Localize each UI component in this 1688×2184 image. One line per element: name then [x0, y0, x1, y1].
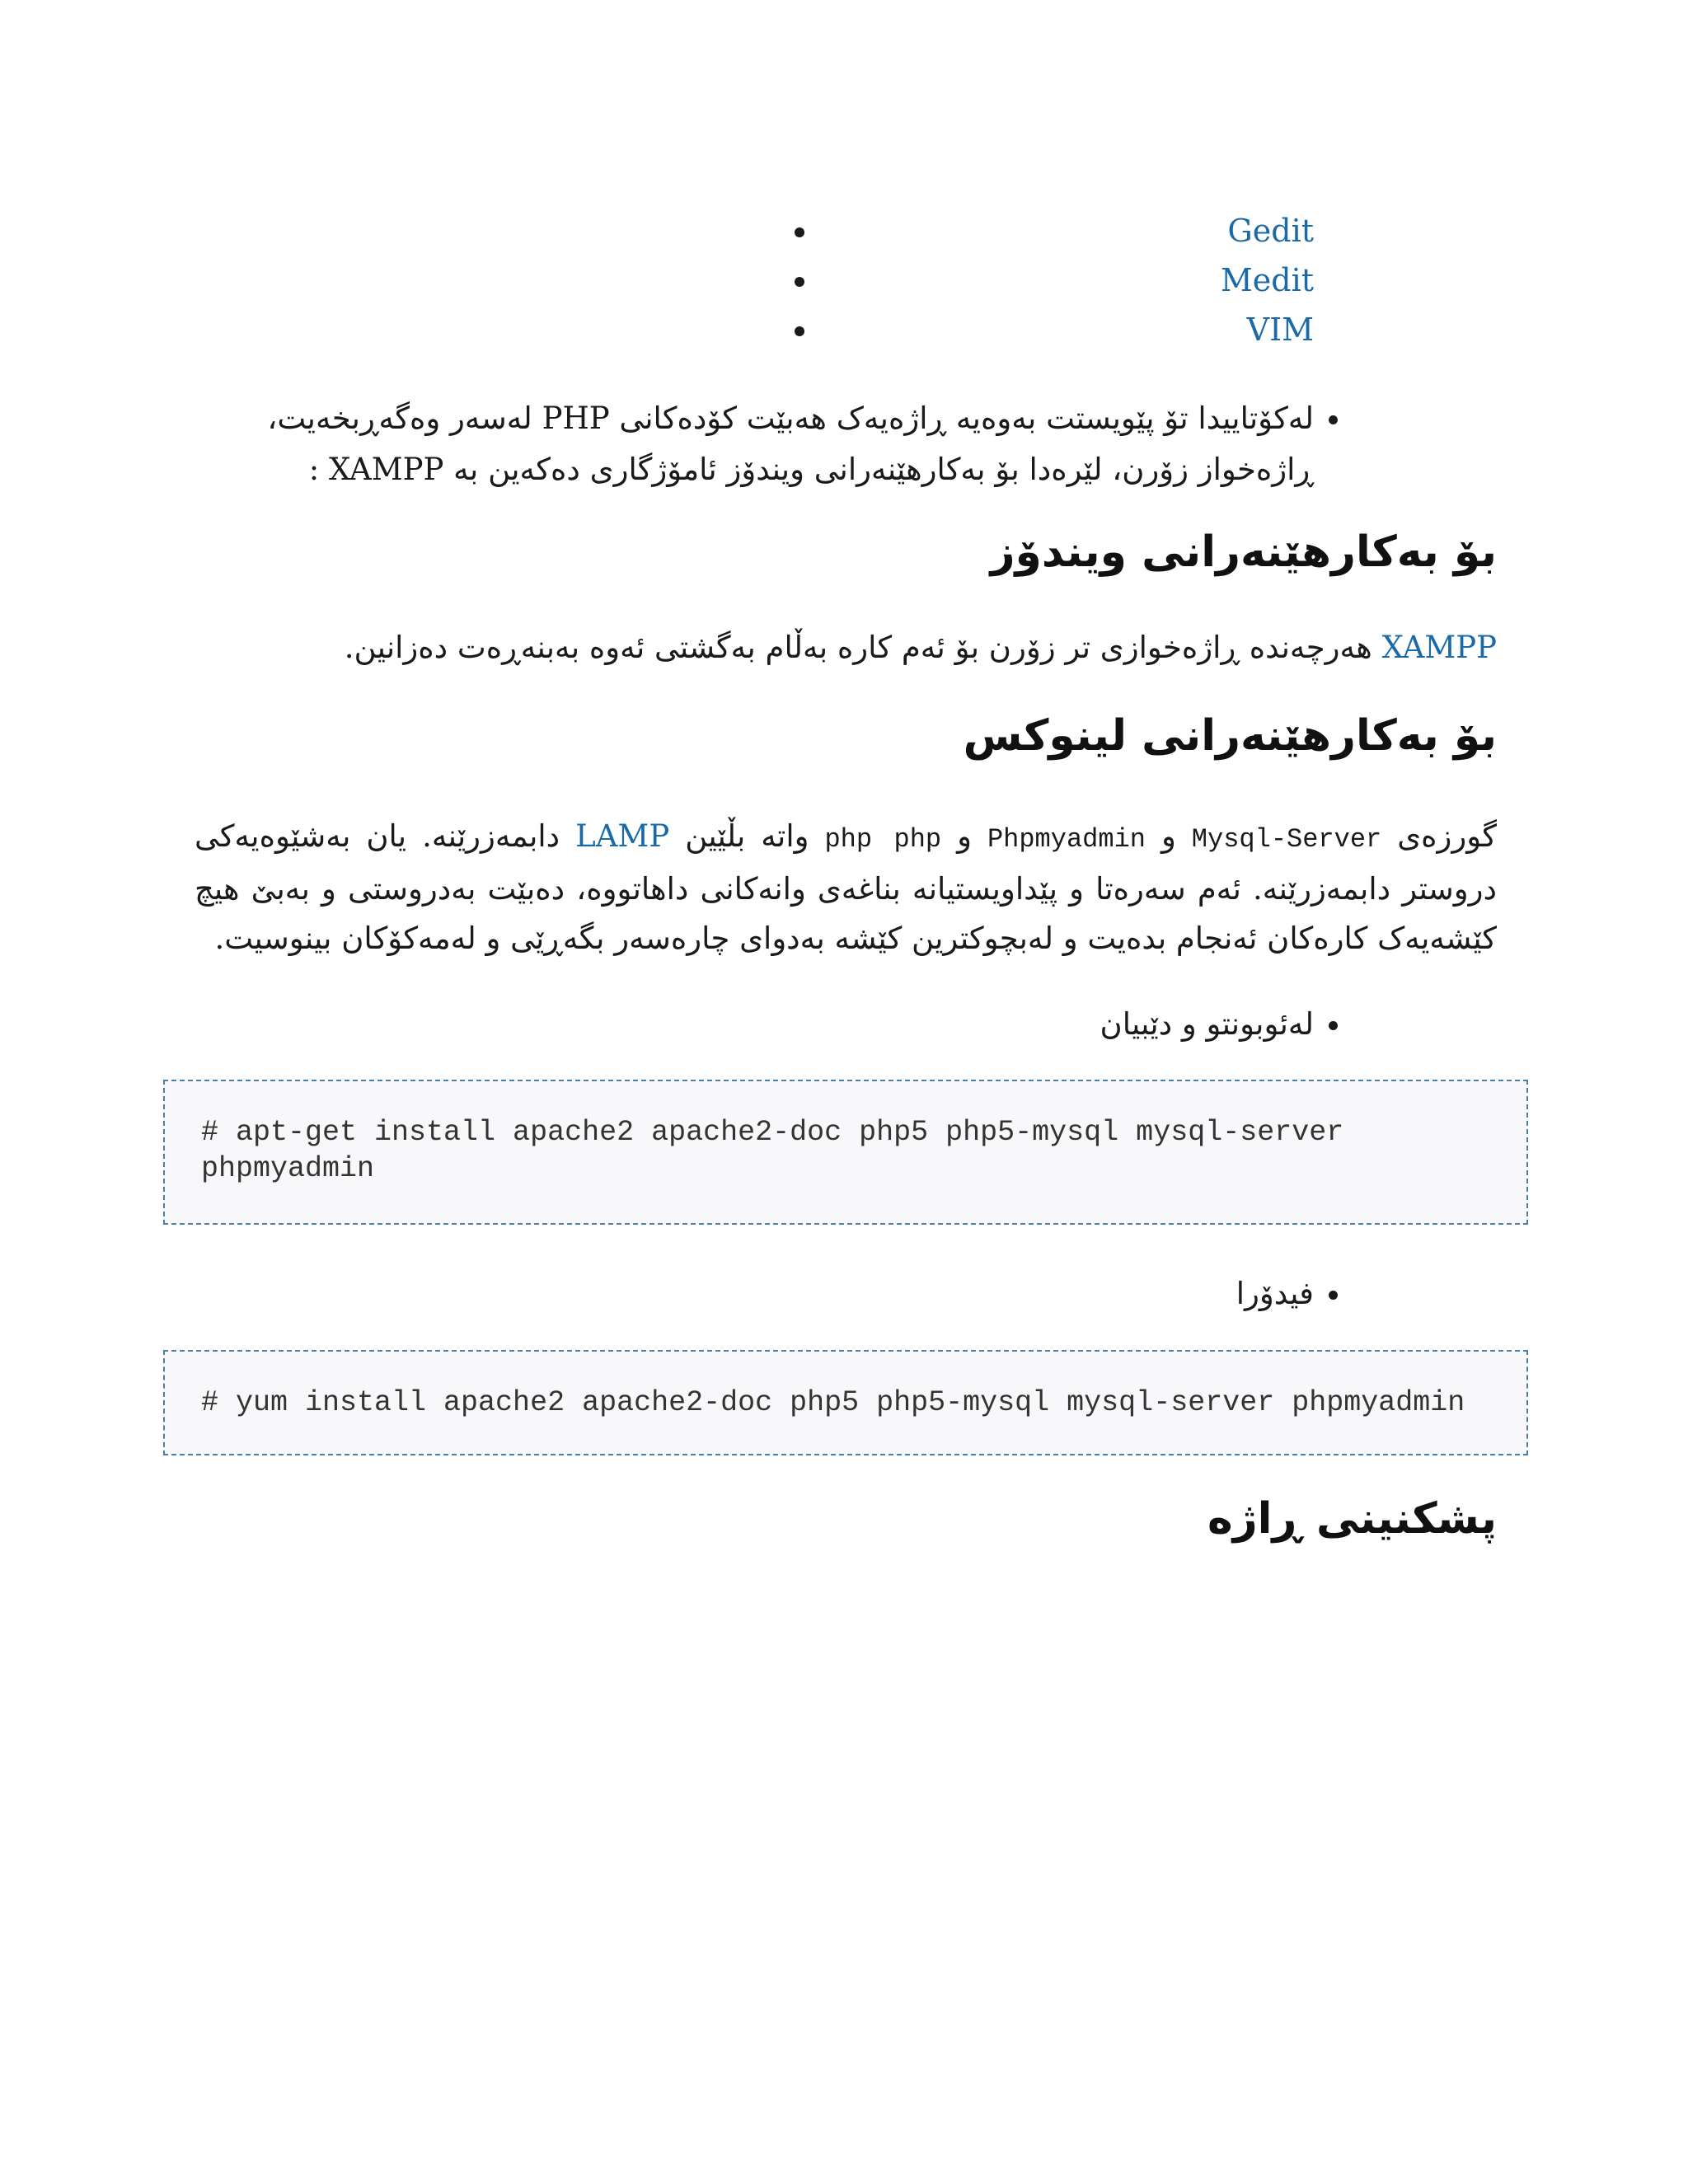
editor-list: [819, 206, 1342, 354]
xampp-text: XAMPP: [329, 452, 444, 487]
editor-link-gedit[interactable]: • Gedit: [819, 206, 1314, 255]
xampp-link[interactable]: XAMPP: [1381, 630, 1497, 665]
inline-code-phpmyadmin: Phpmyadmin: [987, 824, 1146, 855]
ubuntu-code-block[interactable]: # apt-get install apache2 apache2-doc php5 php5-mysql mysql-server phpmyadmin: [163, 1080, 1528, 1225]
intro-list: [176, 393, 1342, 495]
server-test-heading: پشکنینی ڕاژە: [1207, 1494, 1497, 1544]
fedora-label: • فیدۆرا: [1236, 1269, 1314, 1319]
ubuntu-list: [1100, 1000, 1342, 1049]
intro-paragraph: • لەکۆتاییدا تۆ پێویستت بەوەیە ڕاژەیەک هەبێت کۆدەکانی PHP لەسەر وەگەڕبخەیت، ڕاژەخواز زۆرن، لێرەدا بۆ بەکارهێنەرانی ویندۆز ئامۆژگاری دەکەین بە XAMPP :: [176, 393, 1314, 495]
windows-heading: بۆ بەکارهێنەرانی ویندۆز: [990, 527, 1497, 577]
inline-code-php: php php: [824, 824, 942, 855]
linux-paragraph: گورزەی Mysql-Server و Phpmyadmin و php php واتە بڵێین LAMP دابمەزرێنە. یان بەشێوەیەکی دروستر دابمەزرێنە. ئەم سەرەتا و پێداویستیانە بناغەی وانەکانی داهاتووە، دەبێت بەدروستی و بەبێ هیچ کێشەیەک کارەکان ئەنجام بدەیت و لەبچوکترین کێشە بەدوای چارەسەر بگەڕێی و لەمەکۆکان بینوسیت.: [195, 818, 1498, 956]
editor-link-medit[interactable]: • Medit: [819, 255, 1314, 305]
fedora-code-block[interactable]: # yum install apache2 apache2-doc php5 php5-mysql mysql-server phpmyadmin: [163, 1350, 1528, 1455]
fedora-list: [1236, 1269, 1342, 1319]
editor-link-vim[interactable]: • VIM: [819, 305, 1314, 354]
windows-paragraph: XAMPP هەرچەندە ڕاژەخوازی تر زۆرن بۆ ئەم کارە بەڵام بەگشتی ئەوە بەبنەڕەت دەزانین.: [344, 630, 1497, 665]
linux-heading: بۆ بەکارهێنەرانی لینوکس: [963, 711, 1497, 761]
ubuntu-label: • لەئوبونتو و دێبیان: [1100, 1000, 1314, 1049]
lamp-link[interactable]: LAMP: [575, 818, 670, 854]
php-text: PHP: [542, 401, 610, 436]
inline-code-mysql: Mysql-Server: [1191, 824, 1382, 855]
